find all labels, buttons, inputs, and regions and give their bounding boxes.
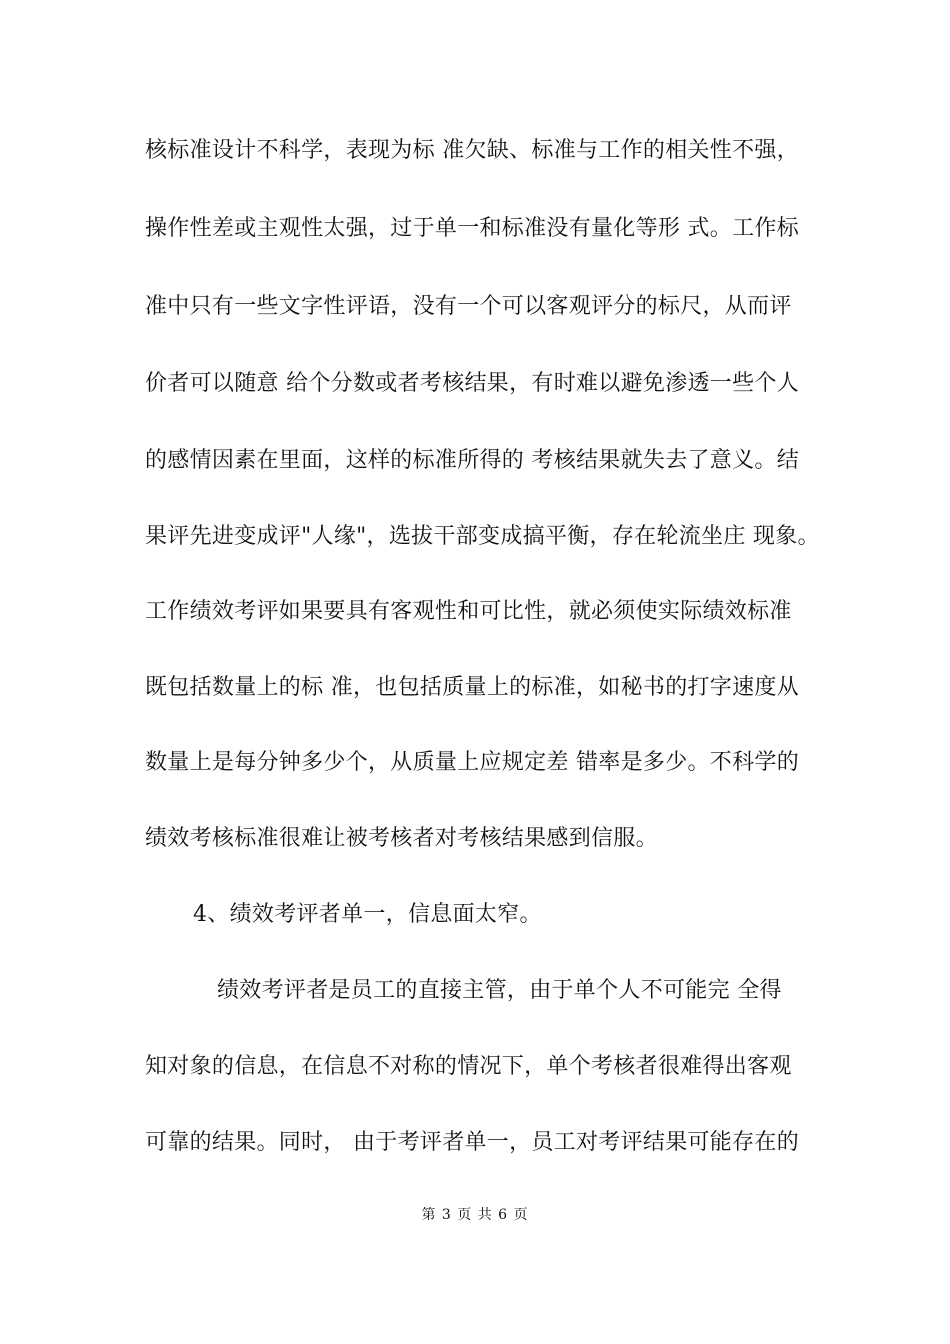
body-text-line: 可靠的结果。同时， 由于考评者单一，员工对考评结果可能存在的 [145,1130,799,1155]
body-text-line: 果评先进变成评"人缘"，选拔干部变成搞平衡，存在轮流坐庄 现象。 [145,524,820,549]
body-text-line: 的感情因素在里面，这样的标准所得的 考核结果就失去了意义。结 [145,448,799,473]
body-text-line: 既包括数量上的标 准，也包括质量上的标准，如秘书的打字速度从 [145,675,799,700]
section-heading: 4、绩效考评者单一，信息面太窄。 [193,902,542,927]
body-text-line: 价者可以随意 给个分数或者考核结果，有时难以避免渗透一些个人 [145,371,799,396]
page-footer [0,1205,950,1225]
body-text-line: 核标准设计不科学，表现为标 准欠缺、标准与工作的相关性不强， [145,138,799,163]
body-text-line: 准中只有一些文字性评语，没有一个可以客观评分的标尺，从而评 [145,294,792,319]
body-text-line: 数量上是每分钟多少个，从质量上应规定差 错率是多少。不科学的 [145,750,799,775]
body-text-line: 绩效考核标准很难让被考核者对考核结果感到信服。 [145,826,658,851]
body-text-line: 工作绩效考评如果要具有客观性和可比性，就必须使实际绩效标准 [145,599,792,624]
page-number: 第 3 页 共 6 页 [421,1207,529,1223]
body-text-line: 知对象的信息，在信息不对称的情况下，单个考核者很难得出客观 [145,1054,792,1079]
body-text-line: 操作性差或主观性太强，过于单一和标准没有量化等形 式。工作标 [145,216,799,241]
body-text-line: 绩效考评者是员工的直接主管，由于单个人不可能完 全得 [217,978,782,1003]
